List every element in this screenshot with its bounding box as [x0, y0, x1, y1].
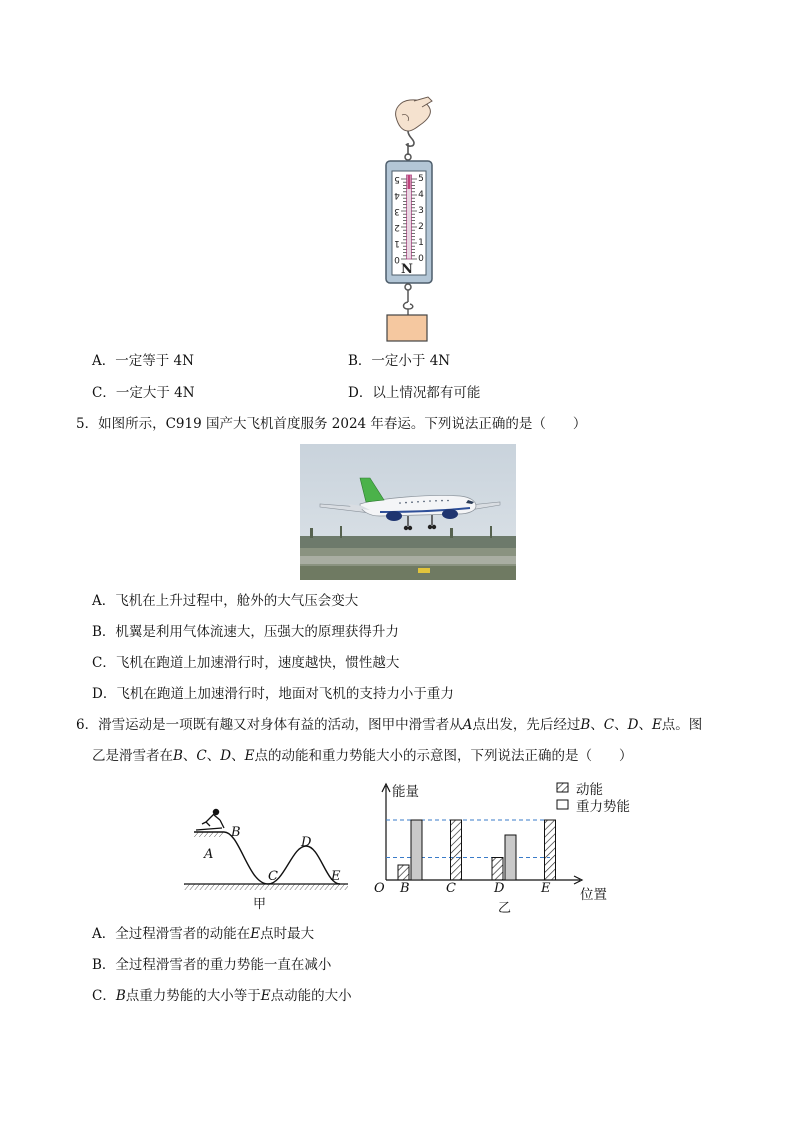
c919-airplane-photo — [300, 444, 516, 580]
scale-number-right: 3 — [418, 206, 424, 216]
scale-number-right: 2 — [418, 222, 424, 232]
chart-origin-label: O — [374, 881, 385, 896]
q5-option-d: D．飞机在跑道上加速滑行时，地面对飞机的支持力小于重力 — [92, 686, 454, 702]
scale-number-right: 5 — [418, 174, 424, 184]
q4-option-a: A．一定等于 4N — [92, 353, 194, 369]
legend-kinetic-swatch — [557, 783, 568, 792]
q5-option-b: B．机翼是利用气体流速大，压强大的原理获得升力 — [92, 624, 399, 640]
hand-icon — [396, 97, 432, 131]
bar-kinetic-B — [398, 865, 409, 880]
scale-number-left: 3 — [394, 206, 400, 216]
scale-number-left: 2 — [394, 222, 400, 232]
q6-option-a: A．全过程滑雪者的动能在E点时最大 — [92, 926, 315, 942]
fig-jia-caption: 甲 — [253, 897, 267, 912]
q4-option-d: D．以上情况都有可能 — [348, 385, 481, 401]
weight-block — [387, 315, 427, 341]
legend-potential-label: 重力势能 — [576, 799, 630, 815]
fig-jia-label-a: A — [204, 847, 214, 862]
chart-cat-c: C — [446, 881, 456, 896]
skier-icon — [196, 809, 224, 830]
bar-kinetic-E — [545, 820, 556, 880]
chart-cat-d: D — [494, 881, 505, 896]
fig-jia-label-d: D — [301, 835, 312, 850]
legend-kinetic-label: 动能 — [576, 782, 603, 798]
bar-kinetic-C — [451, 820, 462, 880]
q6-stem-line2: 乙是滑雪者在B、C、D、E点的动能和重力势能大小的示意图，下列说法正确的是（ ） — [92, 748, 633, 764]
fig-jia-label-b: B — [231, 825, 241, 840]
bar-potential-B — [411, 820, 422, 880]
q5-option-a: A．飞机在上升过程中，舱外的大气压会变大 — [92, 593, 359, 609]
chart-cat-e: E — [541, 881, 551, 896]
q4-option-b: B．一定小于 4N — [348, 353, 451, 369]
q4-option-c: C．一定大于 4N — [92, 385, 195, 401]
scale-number-right: 0 — [418, 254, 424, 264]
bar-kinetic-D — [492, 858, 503, 881]
q5-stem: 5．如图所示，C919 国产大飞机首度服务 2024 年春运。下列说法正确的是（ ） — [76, 416, 587, 432]
scale-number-right: 4 — [418, 190, 424, 200]
scale-number-left: 5 — [394, 174, 400, 184]
spring-scale-figure — [370, 95, 450, 347]
scale-number-left: 4 — [394, 190, 400, 200]
bar-potential-D — [505, 835, 516, 880]
legend-potential-swatch — [557, 800, 568, 809]
chart-x-label: 位置 — [580, 887, 607, 903]
fig-jia-label-e: E — [331, 869, 341, 884]
scale-number-left: 1 — [394, 238, 400, 248]
fig-jia-label-c: C — [268, 869, 278, 884]
scale-unit-label: N — [401, 262, 413, 277]
scale-number-right: 1 — [418, 238, 424, 248]
q5-option-c: C．飞机在跑道上加速滑行时，速度越快，惯性越大 — [92, 655, 400, 671]
fig-yi-caption: 乙 — [498, 901, 512, 916]
q6-option-c: C．B点重力势能的大小等于E点动能的大小 — [92, 988, 352, 1004]
chart-cat-b: B — [400, 881, 410, 896]
q6-option-b: B．全过程滑雪者的重力势能一直在减小 — [92, 957, 332, 973]
q6-stem-line1: 6．滑雪运动是一项既有趣又对身体有益的活动，图甲中滑雪者从A点出发，先后经过B、C、D、E点。图 — [76, 717, 703, 733]
scale-number-left: 0 — [394, 254, 400, 264]
chart-y-label: 能量 — [392, 784, 419, 800]
